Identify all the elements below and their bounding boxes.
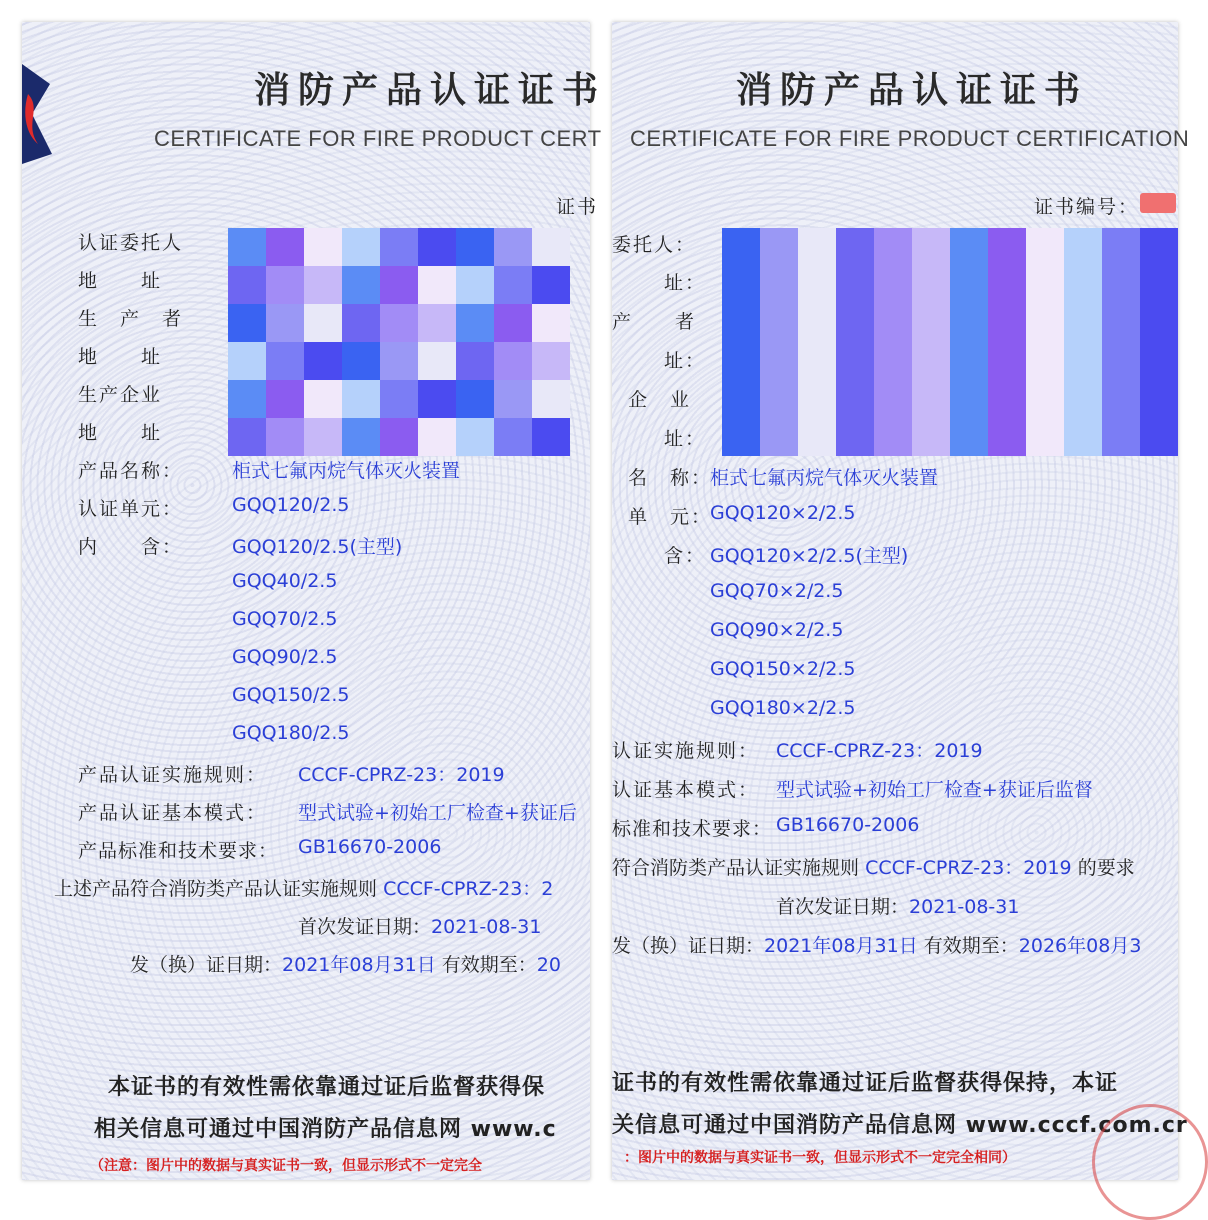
mosaic-cell xyxy=(456,266,494,304)
address-label: 址： xyxy=(664,272,707,294)
rules-label: 认证实施规则： xyxy=(612,740,760,762)
statement-text: 符合消防类产品认证实施规则 xyxy=(612,857,860,879)
issue-label: 发（换）证日期： xyxy=(130,954,283,976)
mosaic-cell xyxy=(1140,342,1178,380)
valid-label: 有效期至： xyxy=(441,954,537,976)
mosaic-cell xyxy=(912,228,950,266)
mosaic-cell xyxy=(912,304,950,342)
mosaic-cell xyxy=(1026,342,1064,380)
statement-rule: CCCF-CPRZ-23：2 xyxy=(383,878,554,900)
statement xyxy=(54,874,553,901)
mosaic-cell xyxy=(1140,380,1178,418)
first-issue xyxy=(298,912,541,939)
mosaic-cell xyxy=(1026,418,1064,456)
applicant-label: 委托人： xyxy=(612,234,697,256)
mosaic-cell xyxy=(1064,342,1102,380)
mosaic-cell xyxy=(760,418,798,456)
mosaic-cell xyxy=(760,380,798,418)
mosaic-cell xyxy=(1026,304,1064,342)
mosaic-cell xyxy=(418,380,456,418)
mosaic-cell xyxy=(304,380,342,418)
valid-value: 2026年08月3 xyxy=(1018,935,1142,957)
rules-label: 产品认证实施规则： xyxy=(78,764,268,786)
mosaic-cell xyxy=(760,228,798,266)
includes-value: GQQ120×2/2.5(主型) xyxy=(710,545,909,567)
mosaic-cell xyxy=(342,380,380,418)
mosaic-cell xyxy=(1140,228,1178,266)
certificate-title: 消防产品认证证书 xyxy=(736,70,1089,111)
mosaic-cell xyxy=(304,266,342,304)
mosaic-cell xyxy=(342,304,380,342)
mosaic-cell xyxy=(304,418,342,456)
mosaic-cell xyxy=(266,304,304,342)
product-name-value: 柜式七氟丙烷气体灭火装置 xyxy=(232,460,461,482)
first-issue-label: 首次发证日期： xyxy=(776,896,910,918)
mosaic-cell xyxy=(988,418,1026,456)
mosaic-cell xyxy=(798,228,836,266)
mosaic-cell xyxy=(1140,266,1178,304)
mosaic-cell xyxy=(1102,228,1140,266)
rules-value: CCCF-CPRZ-23：2019 xyxy=(776,740,983,762)
mosaic-cell xyxy=(418,418,456,456)
mosaic-cell xyxy=(456,418,494,456)
mosaic-cell xyxy=(798,304,836,342)
factory-label: 企 业 xyxy=(628,389,692,411)
mosaic-cell xyxy=(1064,380,1102,418)
mosaic-cell xyxy=(988,228,1026,266)
mode-label: 认证基本模式： xyxy=(612,779,760,801)
issue-date xyxy=(130,950,561,977)
first-issue-value: 2021-08-31 xyxy=(909,896,1020,918)
mosaic-cell xyxy=(912,380,950,418)
mosaic-cell xyxy=(798,380,836,418)
certificate-title: 消防产品认证证书 xyxy=(254,70,607,111)
mosaic-cell xyxy=(418,228,456,266)
cert-number-label: 证书编号： xyxy=(1034,196,1140,218)
mosaic-cell xyxy=(494,380,532,418)
mosaic-cell xyxy=(1102,342,1140,380)
issue-label: 发（换）证日期： xyxy=(612,935,765,957)
address-label: 地 址 xyxy=(78,422,163,444)
mosaic-cell xyxy=(494,266,532,304)
mosaic-cell xyxy=(456,304,494,342)
mosaic-cell xyxy=(1140,304,1178,342)
footer-line-1: 证书的有效性需依靠通过证后监督获得保持，本证 xyxy=(612,1071,1119,1096)
product-name-label: 名 称： xyxy=(628,467,713,489)
mosaic-cell xyxy=(722,380,760,418)
mosaic-cell xyxy=(874,266,912,304)
mosaic-cell xyxy=(342,266,380,304)
mosaic-cell xyxy=(1026,266,1064,304)
model-item: GQQ70/2.5 xyxy=(232,608,338,630)
mosaic-cell xyxy=(1102,266,1140,304)
mosaic-cell xyxy=(836,380,874,418)
statement xyxy=(612,853,1135,880)
mosaic-cell xyxy=(456,380,494,418)
mosaic-cell xyxy=(532,418,570,456)
manufacturer-label: 生 产 者 xyxy=(78,308,184,330)
mosaic-cell xyxy=(266,380,304,418)
mosaic-cell xyxy=(418,304,456,342)
mosaic-cell xyxy=(950,228,988,266)
first-issue xyxy=(776,892,1019,919)
mosaic-cell xyxy=(228,342,266,380)
product-name-label: 产品名称： xyxy=(78,460,184,482)
fire-logo-icon xyxy=(22,54,62,164)
mosaic-cell xyxy=(836,228,874,266)
mosaic-cell xyxy=(456,228,494,266)
mosaic-cell xyxy=(1064,304,1102,342)
mosaic-cell xyxy=(1064,228,1102,266)
mosaic-cell xyxy=(342,418,380,456)
standard-label: 产品标准和技术要求： xyxy=(78,840,279,862)
mosaic-cell xyxy=(760,266,798,304)
mosaic-cell xyxy=(836,418,874,456)
disclaimer-note: ：图片中的数据与真实证书一致，但显示形式不一定完全相同） xyxy=(624,1150,1016,1166)
mode-value: 型式试验+初始工厂检查+获证后 xyxy=(298,802,577,824)
mosaic-cell xyxy=(912,266,950,304)
mosaic-cell xyxy=(988,266,1026,304)
mosaic-cell xyxy=(988,342,1026,380)
mosaic-cell xyxy=(836,342,874,380)
applicant-label: 认证委托人 xyxy=(78,232,184,254)
standard-value: GB16670-2006 xyxy=(298,836,442,858)
mode-label: 产品认证基本模式： xyxy=(78,802,268,824)
mosaic-cell xyxy=(228,418,266,456)
mosaic-cell xyxy=(532,380,570,418)
mosaic-cell xyxy=(950,418,988,456)
mosaic-cell xyxy=(722,266,760,304)
issue-value: 2021年08月31日 xyxy=(282,954,436,976)
footer-line-2: 相关信息可通过中国消防产品信息网 www.c xyxy=(94,1117,557,1142)
mosaic-cell xyxy=(874,304,912,342)
standard-value: GB16670-2006 xyxy=(776,814,920,836)
mosaic-cell xyxy=(494,228,532,266)
mosaic-cell xyxy=(1102,380,1140,418)
redacted-cert-number xyxy=(1140,193,1176,213)
mosaic-cell xyxy=(266,418,304,456)
rules-value: CCCF-CPRZ-23：2019 xyxy=(298,764,505,786)
statement-suffix: 的要求 xyxy=(1077,857,1135,879)
valid-label: 有效期至： xyxy=(923,935,1019,957)
model-item: GQQ180/2.5 xyxy=(232,722,350,744)
mosaic-cell xyxy=(760,304,798,342)
mosaic-cell xyxy=(304,342,342,380)
mosaic-cell xyxy=(342,342,380,380)
certificate-left xyxy=(22,22,607,1180)
mosaic-cell xyxy=(494,418,532,456)
model-item: GQQ150/2.5 xyxy=(232,684,350,706)
mosaic-cell xyxy=(304,228,342,266)
redacted-mosaic xyxy=(722,228,1178,456)
mosaic-cell xyxy=(1064,418,1102,456)
mosaic-cell xyxy=(722,304,760,342)
mosaic-cell xyxy=(418,266,456,304)
mosaic-cell xyxy=(380,304,418,342)
includes-label: 内 含： xyxy=(78,536,184,558)
model-item: GQQ70×2/2.5 xyxy=(710,580,844,602)
mosaic-cell xyxy=(228,228,266,266)
mosaic-cell xyxy=(950,342,988,380)
mosaic-cell xyxy=(1064,266,1102,304)
footer-line-1: 本证书的有效性需依靠通过证后监督获得保 xyxy=(108,1075,546,1100)
mosaic-cell xyxy=(722,342,760,380)
address-label: 址： xyxy=(664,428,707,450)
certificate-subtitle: CERTIFICATE FOR FIRE PRODUCT CERT xyxy=(154,126,602,151)
standard-label: 标准和技术要求： xyxy=(612,818,773,840)
mosaic-cell xyxy=(912,418,950,456)
cert-unit-value: GQQ120/2.5 xyxy=(232,494,350,516)
mosaic-cell xyxy=(874,342,912,380)
certificate-subtitle: CERTIFICATE FOR FIRE PRODUCT CERTIFICATION xyxy=(630,126,1190,151)
first-issue-label: 首次发证日期： xyxy=(298,916,432,938)
footer-line-2: 关信息可通过中国消防产品信息网 www.cccf.com.cr xyxy=(612,1113,1188,1138)
mosaic-cell xyxy=(950,266,988,304)
factory-label: 生产企业 xyxy=(78,384,163,406)
mosaic-cell xyxy=(494,304,532,342)
mosaic-cell xyxy=(988,304,1026,342)
mosaic-cell xyxy=(836,266,874,304)
statement-rule: CCCF-CPRZ-23：2019 xyxy=(865,857,1072,879)
model-item: GQQ150×2/2.5 xyxy=(710,658,856,680)
mosaic-cell xyxy=(532,228,570,266)
mosaic-cell xyxy=(380,418,418,456)
mosaic-cell xyxy=(266,266,304,304)
mosaic-cell xyxy=(342,228,380,266)
mosaic-cell xyxy=(988,380,1026,418)
mosaic-cell xyxy=(950,380,988,418)
mosaic-cell xyxy=(532,304,570,342)
includes-value: GQQ120/2.5(主型) xyxy=(232,536,403,558)
address-label: 址： xyxy=(664,350,707,372)
address-label: 地 址 xyxy=(78,346,163,368)
statement-text: 上述产品符合消防类产品认证实施规则 xyxy=(54,878,378,900)
cert-number-label: 证书 xyxy=(556,196,599,218)
model-item: GQQ90/2.5 xyxy=(232,646,338,668)
mosaic-cell xyxy=(1026,228,1064,266)
valid-value: 20 xyxy=(536,954,561,976)
mosaic-cell xyxy=(494,342,532,380)
mode-value: 型式试验+初始工厂检查+获证后监督 xyxy=(776,779,1093,801)
mosaic-cell xyxy=(722,418,760,456)
mosaic-cell xyxy=(1102,418,1140,456)
official-seal xyxy=(1092,1104,1208,1220)
mosaic-cell xyxy=(1102,304,1140,342)
mosaic-cell xyxy=(418,342,456,380)
mosaic-cell xyxy=(380,342,418,380)
mosaic-cell xyxy=(380,266,418,304)
manufacturer-label: 产 者 xyxy=(612,311,697,333)
issue-date xyxy=(612,931,1141,958)
includes-label: 含： xyxy=(664,545,707,567)
mosaic-cell xyxy=(722,228,760,266)
mosaic-cell xyxy=(1026,380,1064,418)
mosaic-cell xyxy=(304,304,342,342)
mosaic-cell xyxy=(532,342,570,380)
mosaic-cell xyxy=(874,228,912,266)
cert-unit-label: 单 元： xyxy=(628,506,713,528)
mosaic-cell xyxy=(1140,418,1178,456)
mosaic-cell xyxy=(380,380,418,418)
mosaic-cell xyxy=(456,342,494,380)
mosaic-cell xyxy=(798,418,836,456)
mosaic-cell xyxy=(228,266,266,304)
model-item: GQQ90×2/2.5 xyxy=(710,619,844,641)
mosaic-cell xyxy=(798,266,836,304)
mosaic-cell xyxy=(228,380,266,418)
mosaic-cell xyxy=(760,342,798,380)
mosaic-cell xyxy=(912,342,950,380)
mosaic-cell xyxy=(836,304,874,342)
mosaic-cell xyxy=(950,304,988,342)
mosaic-cell xyxy=(874,380,912,418)
first-issue-value: 2021-08-31 xyxy=(431,916,542,938)
mosaic-cell xyxy=(798,342,836,380)
address-label: 地 址 xyxy=(78,270,163,292)
mosaic-cell xyxy=(228,304,266,342)
cert-unit-label: 认证单元： xyxy=(78,498,184,520)
model-item: GQQ40/2.5 xyxy=(232,570,338,592)
disclaimer-note: （注意：图片中的数据与真实证书一致，但显示形式不一定完全 xyxy=(90,1158,482,1174)
certificate-right xyxy=(612,22,1190,1180)
redacted-mosaic xyxy=(228,228,570,456)
mosaic-cell xyxy=(874,418,912,456)
product-name-value: 柜式七氟丙烷气体灭火装置 xyxy=(710,467,939,489)
issue-value: 2021年08月31日 xyxy=(764,935,918,957)
mosaic-cell xyxy=(266,342,304,380)
mosaic-cell xyxy=(266,228,304,266)
mosaic-cell xyxy=(380,228,418,266)
cert-unit-value: GQQ120×2/2.5 xyxy=(710,502,856,524)
model-item: GQQ180×2/2.5 xyxy=(710,697,856,719)
mosaic-cell xyxy=(532,266,570,304)
